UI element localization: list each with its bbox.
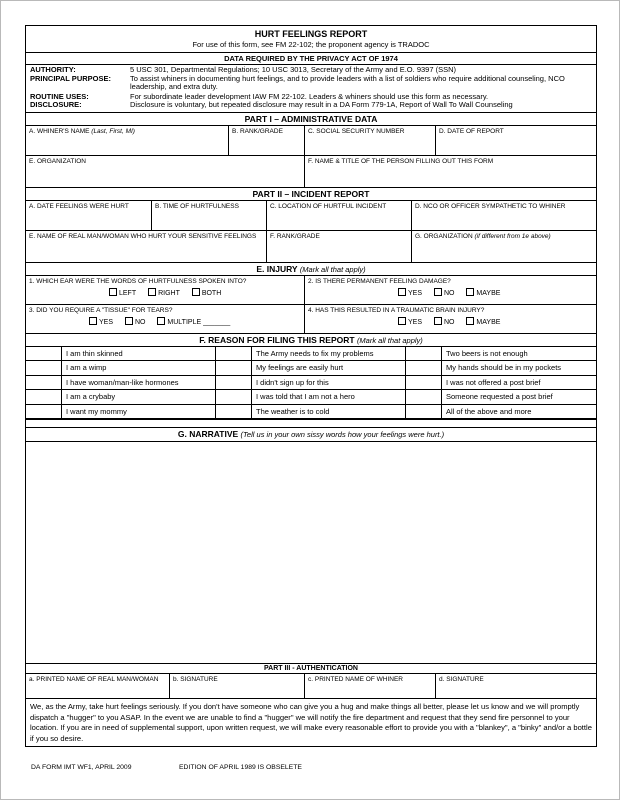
authority-key: AUTHORITY: <box>30 65 76 74</box>
disclosure-key: DISCLOSURE: <box>30 100 82 109</box>
checkbox[interactable] <box>398 317 406 325</box>
part1-row1 <box>26 126 596 156</box>
part3-heading: PART III - AUTHENTICATION <box>26 663 596 674</box>
form-title: HURT FEELINGS REPORT <box>254 29 368 39</box>
option-label: MAYBE <box>476 318 501 326</box>
reason-label: Someone requested a post brief <box>442 390 596 405</box>
damage-maybe-option[interactable] <box>466 290 500 297</box>
whiner-name-field[interactable] <box>26 126 229 155</box>
reason-label: I have woman/man-like hormones <box>62 376 216 391</box>
authority-value: 5 USC 301, Departmental Regulations; 10 USC 3013, Secretary of the Army and E.O. 9397 (SSN) <box>130 65 456 74</box>
checkbox[interactable] <box>434 317 442 325</box>
narrative-title: G. NARRATIVE <box>177 429 239 439</box>
checkbox[interactable] <box>125 317 133 325</box>
rank-grade-label: B. RANK/GRADE <box>232 127 283 135</box>
form-subtitle: For use of this form, see FM 22-102; the proponent agency is TRADOC <box>192 40 430 49</box>
option-label: YES <box>408 318 423 326</box>
offender-org-label: G. ORGANIZATION <box>415 232 473 240</box>
damage-question <box>305 276 596 304</box>
reason-grid <box>26 347 596 421</box>
routine-uses-key: ROUTINE USES: <box>30 91 89 101</box>
real-man-signature-field[interactable] <box>170 674 305 698</box>
reason-label: The Army needs to fix my problems <box>252 347 406 362</box>
reason-checkbox[interactable] <box>216 405 252 420</box>
checkbox[interactable] <box>157 317 165 325</box>
part2-row2 <box>26 231 596 262</box>
reason-checkbox[interactable] <box>26 361 62 376</box>
offender-name-label: E. NAME OF REAL MAN/WOMAN WHO HURT YOUR SENSITIVE FEELINGS <box>29 232 257 240</box>
offender-name-field[interactable] <box>26 231 267 262</box>
reason-checkbox[interactable] <box>406 390 442 405</box>
offender-org-field[interactable] <box>412 231 596 262</box>
option-label: NO <box>134 318 146 326</box>
purpose-row <box>30 75 592 92</box>
option-label: RIGHT <box>158 289 180 297</box>
narrative-hint: (Tell us in your own sissy words how your feelings were hurt.) <box>240 430 445 439</box>
edition-note: EDITION OF APRIL 1989 IS OBSELETE <box>179 764 302 771</box>
organization-label: E. ORGANIZATION <box>29 157 86 165</box>
part2-heading: PART II – INCIDENT REPORT <box>26 187 596 201</box>
reason-label: I am a wimp <box>62 361 216 376</box>
option-label: BOTH <box>201 289 222 297</box>
reason-label: I am thin skinned <box>62 347 216 362</box>
real-man-signature-label: b. SIGNATURE <box>173 676 218 683</box>
option-label: NO <box>443 318 455 326</box>
checkbox[interactable] <box>89 317 97 325</box>
privacy-act-statement <box>26 64 596 112</box>
privacy-act-heading: DATA REQUIRED BY THE PRIVACY ACT OF 1974 <box>26 52 596 64</box>
tbi-maybe-option[interactable] <box>466 319 500 326</box>
purpose-key: PRINCIPAL PURPOSE: <box>30 73 111 83</box>
ssn-field[interactable] <box>305 126 436 155</box>
real-man-name-field[interactable] <box>26 674 170 698</box>
ssn-label: C. SOCIAL SECURITY NUMBER <box>308 127 405 135</box>
damage-options <box>308 286 593 298</box>
reason-checkbox[interactable] <box>26 376 62 391</box>
tissue-question <box>26 305 305 333</box>
time-hurt-field[interactable] <box>152 201 267 230</box>
checkbox[interactable] <box>466 288 474 296</box>
reason-checkbox[interactable] <box>216 390 252 405</box>
hurt-feelings-form <box>25 25 597 747</box>
part1-heading: PART I – ADMINISTRATIVE DATA <box>26 112 596 126</box>
narrative-textarea[interactable] <box>26 442 596 663</box>
reason-label: I didn't sign up for this <box>252 376 406 391</box>
preparer-name-label: F. NAME & TITLE OF THE PERSON FILLING OUT THIS FORM <box>308 157 494 165</box>
reason-checkbox[interactable] <box>26 405 62 420</box>
tissue-no-option[interactable] <box>125 319 146 326</box>
option-label: NO <box>443 289 455 297</box>
whiner-name-label: A. WHINER'S NAME <box>29 127 90 135</box>
date-hurt-field[interactable] <box>26 201 152 230</box>
whiner-signature-field[interactable] <box>436 674 596 698</box>
reason-checkbox[interactable] <box>26 390 62 405</box>
whiner-printed-name-field[interactable] <box>305 674 436 698</box>
organization-field[interactable] <box>26 156 305 187</box>
damage-no-option[interactable] <box>434 290 455 297</box>
tissue-question-label: 3. DID YOU REQUIRE A "TISSUE" FOR TEARS? <box>29 306 173 314</box>
spacer <box>26 420 596 427</box>
option-label: MAYBE <box>476 289 501 297</box>
reason-label: I was not offered a post brief <box>442 376 596 391</box>
tissue-multiple-option[interactable] <box>157 319 230 326</box>
disclosure-row <box>30 101 592 110</box>
reason-checkbox[interactable] <box>26 347 62 362</box>
reason-label: I am a crybaby <box>62 390 216 405</box>
ear-right-option[interactable] <box>148 290 180 297</box>
reason-label: I was told that I am not a hero <box>252 390 406 405</box>
report-date-field[interactable] <box>436 126 596 155</box>
checkbox[interactable] <box>466 317 474 325</box>
reason-checkbox[interactable] <box>406 376 442 391</box>
damage-question-label: 2. IS THERE PERMANENT FEELING DAMAGE? <box>308 277 451 285</box>
tbi-question-label: 4. HAS THIS RESULTED IN A TRAUMATIC BRAIN INJURY? <box>308 306 485 314</box>
damage-yes-option[interactable] <box>398 290 422 297</box>
reason-hint: (Mark all that apply) <box>356 335 423 345</box>
offender-rank-label: F. RANK/GRADE <box>270 232 320 240</box>
reason-checkbox[interactable] <box>216 347 252 362</box>
reason-checkbox[interactable] <box>406 405 442 420</box>
footer-statement: We, as the Army, take hurt feelings seriously. If you don't have someone who can give you a hug and make things all better, please let us know and we will promptly dispatch a "hugger" to you ASAP. In the event we are unable to find a "hugger" we will notify the fire department and request that they send fire personnel to your location. If you are in need of supplemental support, upon written request, we will make every reasonable effort to provide you with a "blankey", a "binky" and/or a bottle if you so desire. <box>26 698 596 746</box>
option-label: MULTIPLE _______ <box>167 318 231 326</box>
time-hurt-label: B. TIME OF HURTFULNESS <box>155 202 239 210</box>
reason-checkbox[interactable] <box>216 361 252 376</box>
injury-hint: (Mark all that apply) <box>299 264 366 274</box>
tissue-options <box>29 315 301 327</box>
ear-question <box>26 276 305 304</box>
sympathetic-nco-label: D. NCO OR OFFICER SYMPATHETIC TO WHINER <box>415 202 566 210</box>
part2-row1 <box>26 201 596 231</box>
disclosure-value: Disclosure is voluntary, but repeated disclosure may result in a DA Form 779-1A, Report of Wall To Wall Counseling <box>130 100 513 109</box>
location-label: C. LOCATION OF HURTFUL INCIDENT <box>270 202 387 210</box>
option-label: YES <box>408 289 423 297</box>
reason-label: My feelings are easily hurt <box>252 361 406 376</box>
injury-row2 <box>26 305 596 333</box>
preparer-name-field[interactable] <box>305 156 596 187</box>
routine-uses-value: For subordinate leader development IAW FM 22-102. Leaders & whiners should use this form as necessary. <box>130 91 489 101</box>
report-date-label: D. DATE OF REPORT <box>439 127 504 135</box>
reason-checkbox[interactable] <box>216 376 252 391</box>
ear-left-option[interactable] <box>109 290 136 297</box>
narrative-heading <box>26 427 596 442</box>
reason-label: Two beers is not enough <box>442 347 596 362</box>
reason-heading <box>26 333 596 347</box>
tbi-no-option[interactable] <box>434 319 455 326</box>
option-label: YES <box>99 318 114 326</box>
checkbox[interactable] <box>192 288 200 296</box>
sympathetic-nco-field[interactable] <box>412 201 596 230</box>
rank-grade-field[interactable] <box>229 126 305 155</box>
reason-label: All of the above and more <box>442 405 596 420</box>
part3-row <box>26 674 596 698</box>
tbi-question <box>305 305 596 333</box>
reason-label: I want my mommy <box>62 405 216 420</box>
option-label: LEFT <box>119 289 137 297</box>
tbi-options <box>308 315 593 327</box>
location-field[interactable] <box>267 201 412 230</box>
reason-label: The weather is to cold <box>252 405 406 420</box>
checkbox[interactable] <box>434 288 442 296</box>
tbi-yes-option[interactable] <box>398 319 422 326</box>
checkbox[interactable] <box>109 288 117 296</box>
tissue-yes-option[interactable] <box>89 319 113 326</box>
real-man-name-label: a. PRINTED NAME OF REAL MAN/WOMAN <box>29 676 159 683</box>
injury-title: E. INJURY <box>256 263 298 274</box>
whiner-name-hint: (Last, First, MI) <box>91 127 135 135</box>
checkbox[interactable] <box>148 288 156 296</box>
date-hurt-label: A. DATE FEELINGS WERE HURT <box>29 202 129 210</box>
part1-row2 <box>26 156 596 187</box>
ear-both-option[interactable] <box>192 290 221 297</box>
whiner-signature-label: d. SIGNATURE <box>439 676 484 683</box>
form-id: DA FORM IMT WF1, APRIL 2009 <box>31 764 132 771</box>
reason-title: F. REASON FOR FILING THIS REPORT <box>199 334 355 345</box>
purpose-value: To assist whiners in documenting hurt feelings, and to provide leaders with a list of soldiers who require additional counseling, NCO leadership, and extra duty. <box>130 73 565 91</box>
ear-options <box>29 286 301 298</box>
reason-checkbox[interactable] <box>406 361 442 376</box>
reason-label: My hands should be in my pockets <box>442 361 596 376</box>
injury-heading <box>26 262 596 276</box>
ear-question-label: 1. WHICH EAR WERE THE WORDS OF HURTFULNESS SPOKEN INTO? <box>29 277 247 285</box>
injury-row1 <box>26 276 596 305</box>
form-header <box>26 26 596 52</box>
reason-checkbox[interactable] <box>406 347 442 362</box>
offender-rank-field[interactable] <box>267 231 412 262</box>
checkbox[interactable] <box>398 288 406 296</box>
offender-org-hint: (if different from 1e above) <box>474 232 551 240</box>
whiner-printed-name-label: c. PRINTED NAME OF WHINER <box>308 676 403 683</box>
